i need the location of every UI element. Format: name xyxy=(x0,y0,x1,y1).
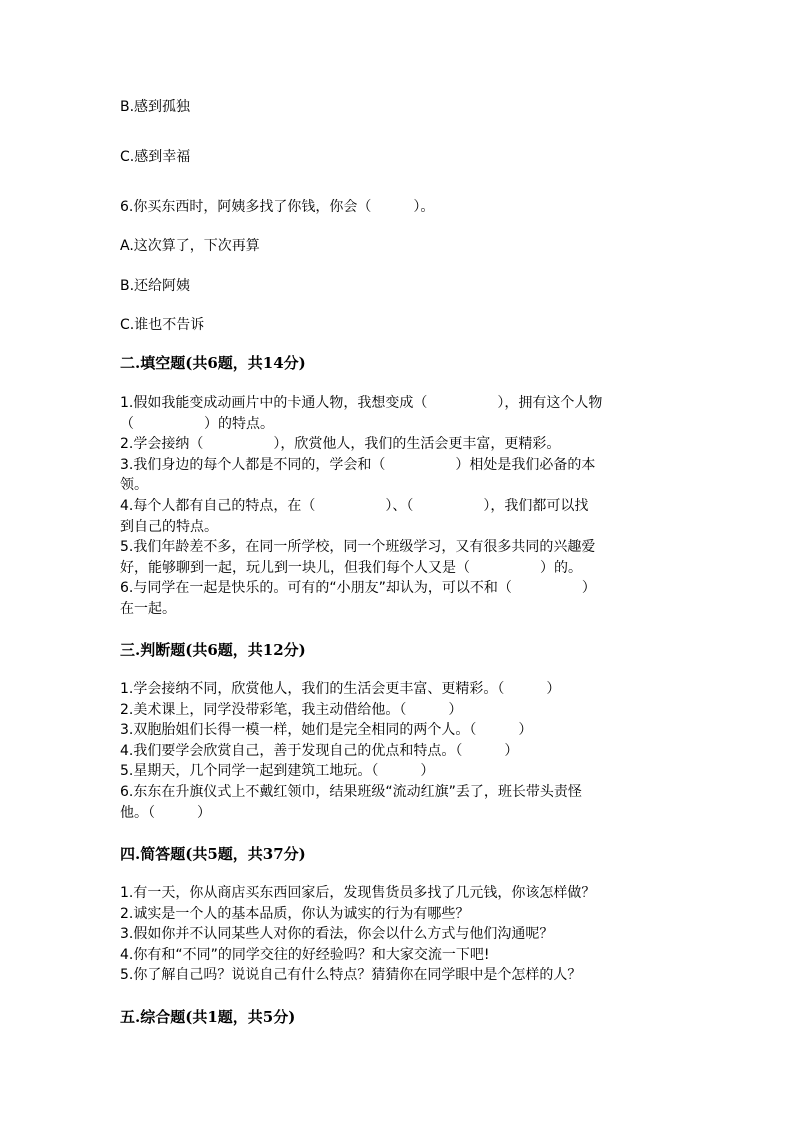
judge-line: 5.星期天，几个同学一起到建筑工地玩。（ ） xyxy=(120,763,435,780)
section-2-title: 二.填空题(共6题，共14分) xyxy=(120,354,306,372)
option-6b: B.还给阿姨 xyxy=(120,278,191,294)
fill-line: 6.与同学在一起是快乐的。可有的“小朋友”却认为，可以不和（ ） xyxy=(120,580,596,597)
short-answer-line: 2.诚实是一个人的基本品质，你认为诚实的行为有哪些？ xyxy=(120,905,470,922)
fill-line: 5.我们年龄差不多，在同一所学校，同一个班级学习，又有很多共同的兴趣爱 xyxy=(120,539,596,556)
section-4-body xyxy=(120,883,680,986)
fill-line: 3.我们身边的每个人都是不同的，学会和（ ）相处是我们必备的本 xyxy=(120,456,596,473)
fill-line: 到自己的特点。 xyxy=(120,518,218,535)
option-6a: A.这次算了，下次再算 xyxy=(120,238,260,254)
judge-line: 4.我们要学会欣赏自己，善于发现自己的优点和特点。（ ） xyxy=(120,742,519,759)
option-5c: C.感到幸福 xyxy=(120,149,191,165)
section-4-title: 四.简答题(共5题，共37分) xyxy=(120,845,306,863)
judge-line: 2.美术课上，同学没带彩笔，我主动借给他。（ ） xyxy=(120,701,463,718)
judge-line: 6.东东在升旗仪式上不戴红领巾，结果班级“流动红旗”丢了，班长带头责怪 xyxy=(120,783,582,800)
section-3-title: 三.判断题(共6题，共12分) xyxy=(120,641,306,659)
short-answer-line: 4.你有和“不同”的同学交往的好经验吗？和大家交流一下吧! xyxy=(120,946,490,963)
short-answer-line: 5.你了解自己吗？说说自己有什么特点？猜猜你在同学眼中是个怎样的人？ xyxy=(120,967,582,984)
option-6c: C.谁也不告诉 xyxy=(120,317,205,333)
question-6: 6.你买东西时，阿姨多找了你钱，你会（ ）。 xyxy=(120,199,435,215)
fill-line: 领。 xyxy=(120,477,148,494)
fill-line: （ ）的特点。 xyxy=(120,415,274,432)
fill-line: 在一起。 xyxy=(120,600,176,617)
judge-line: 3.双胞胎姐们长得一模一样，她们是完全相同的两个人。（ ） xyxy=(120,722,533,739)
option-5b: B.感到孤独 xyxy=(120,99,191,115)
short-answer-line: 3.假如你并不认同某些人对你的看法，你会以什么方式与他们沟通呢？ xyxy=(120,926,554,943)
fill-line: 好，能够聊到一起，玩儿到一块儿，但我们每个人又是（ ）的。 xyxy=(120,559,582,576)
section-5-title: 五.综合题(共1题，共5分) xyxy=(120,1008,296,1026)
fill-line: 4.每个人都有自己的特点，在（ ）、（ ），我们都可以找 xyxy=(120,497,589,514)
fill-line: 2.学会接纳（ ），欣赏他人，我们的生活会更丰富，更精彩。 xyxy=(120,436,561,453)
judge-line: 1.学会接纳不同，欣赏他人，我们的生活会更丰富、更精彩。（ ） xyxy=(120,681,561,697)
short-answer-line: 1.有一天，你从商店买东西回家后，发现售货员多找了几元钱，你该怎样做？ xyxy=(120,885,596,901)
judge-line: 他。（ ） xyxy=(120,804,211,821)
section-2-body xyxy=(120,393,680,620)
fill-line: 1.假如我能变成动画片中的卡通人物，我想变成（ ），拥有这个人物 xyxy=(120,395,603,411)
section-3-body xyxy=(120,679,680,823)
